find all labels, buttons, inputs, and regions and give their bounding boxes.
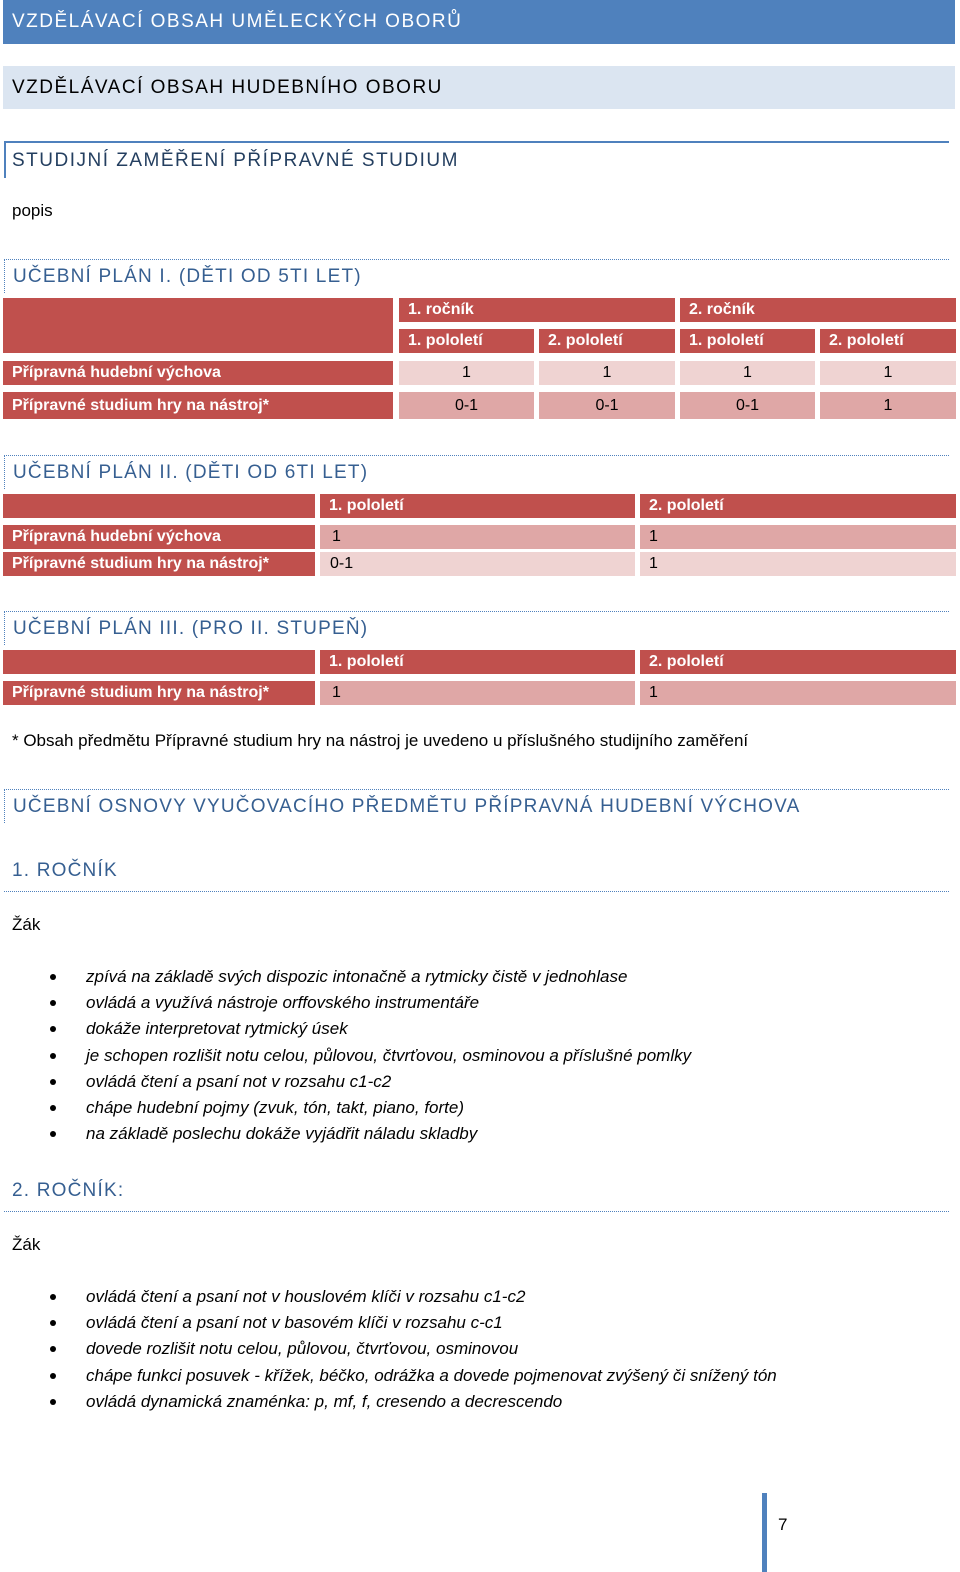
list-item-text: je schopen rozlišit notu celou, půlovou, čtvrťovou, osminovou a příslušné pomlky bbox=[86, 1045, 692, 1065]
bullet-icon bbox=[50, 1053, 56, 1059]
plan1-row1-value: 1 bbox=[820, 361, 956, 385]
list-item bbox=[0, 1363, 777, 1389]
plan1-corner bbox=[3, 298, 393, 353]
plan1-year-2: 2. ročník bbox=[680, 298, 956, 322]
plan1-row2-value: 0-1 bbox=[680, 392, 815, 419]
year1-title: 1. ROČNÍK bbox=[4, 854, 949, 892]
plan2-corner bbox=[3, 494, 315, 518]
list-item bbox=[0, 1095, 691, 1121]
plan1-title: UČEBNÍ PLÁN I. (DĚTI OD 5TI LET) bbox=[4, 259, 949, 293]
bullet-icon bbox=[50, 1131, 56, 1137]
plan1-half-4: 2. pololetí bbox=[820, 329, 956, 353]
plan3-row1-value: 1 bbox=[640, 681, 956, 705]
year2-list bbox=[0, 1284, 777, 1415]
bullet-icon bbox=[50, 1026, 56, 1032]
list-item bbox=[0, 1069, 691, 1095]
list-item bbox=[0, 964, 691, 990]
plan1-row2-label: Přípravné studium hry na nástroj* bbox=[3, 392, 393, 419]
subsection-heading: STUDIJNÍ ZAMĚŘENÍ PŘÍPRAVNÉ STUDIUM bbox=[4, 141, 949, 178]
bullet-icon bbox=[50, 1346, 56, 1352]
bullet-icon bbox=[50, 1373, 56, 1379]
plan1-row2-value: 1 bbox=[820, 392, 956, 419]
list-item-text: chápe hudební pojmy (zvuk, tón, takt, piano, forte) bbox=[86, 1097, 464, 1117]
bullet-icon bbox=[50, 1079, 56, 1085]
plan3-title: UČEBNÍ PLÁN III. (PRO II. STUPEŇ) bbox=[4, 611, 949, 645]
plan1-half-3: 1. pololetí bbox=[680, 329, 815, 353]
plan1-row2-value: 0-1 bbox=[399, 392, 534, 419]
bullet-icon bbox=[50, 1294, 56, 1300]
plan3-half-1: 1. pololetí bbox=[320, 650, 635, 674]
year2-zak: Žák bbox=[12, 1235, 41, 1254]
plan2-row2-label: Přípravné studium hry na nástroj* bbox=[3, 552, 315, 576]
list-item bbox=[0, 1389, 777, 1415]
popis-text: popis bbox=[12, 201, 53, 220]
list-item-text: dovede rozlišit notu celou, půlovou, čtvrťovou, osminovou bbox=[86, 1339, 519, 1359]
plan3-corner bbox=[3, 650, 315, 674]
list-item-text: na základě poslechu dokáže vyjádřit náladu skladby bbox=[86, 1124, 478, 1144]
list-item bbox=[0, 990, 691, 1016]
bullet-icon bbox=[50, 974, 56, 980]
list-item bbox=[0, 1284, 777, 1310]
page-number: 7 bbox=[778, 1515, 788, 1534]
list-item-text: dokáže interpretovat rytmický úsek bbox=[86, 1019, 348, 1039]
list-item bbox=[0, 1310, 777, 1336]
plan2-half-1: 1. pololetí bbox=[320, 494, 635, 518]
plan2-row1-label: Přípravná hudební výchova bbox=[3, 525, 315, 549]
plan2-row1-value: 1 bbox=[640, 525, 956, 549]
bullet-icon bbox=[50, 1399, 56, 1405]
list-item bbox=[0, 1016, 691, 1042]
plan1-year-1: 1. ročník bbox=[399, 298, 675, 322]
plan1-half-1: 1. pololetí bbox=[399, 329, 534, 353]
plan3-row1-value: 1 bbox=[320, 681, 635, 705]
plan2-half-2: 2. pololetí bbox=[640, 494, 956, 518]
list-item-text: chápe funkci posuvek - křížek, béčko, odrážka a dovede pojmenovat zvýšený či snížený tón bbox=[86, 1365, 777, 1385]
section-heading: VZDĚLÁVACÍ OBSAH HUDEBNÍHO OBORU bbox=[3, 66, 955, 109]
plan1-half-2: 2. pololetí bbox=[539, 329, 675, 353]
plan1-row1-value: 1 bbox=[680, 361, 815, 385]
list-item-text: zpívá na základě svých dispozic intonačně a rytmicky čistě v jednohlase bbox=[86, 967, 628, 986]
bullet-icon bbox=[50, 1000, 56, 1006]
list-item bbox=[0, 1043, 691, 1069]
bullet-icon bbox=[50, 1105, 56, 1111]
plan2-row2-value: 0-1 bbox=[320, 552, 635, 576]
year1-list bbox=[0, 964, 691, 1147]
plan3-row1-label: Přípravné studium hry na nástroj* bbox=[3, 681, 315, 705]
list-item-text: ovládá a využívá nástroje orffovského instrumentáře bbox=[86, 993, 480, 1013]
list-item bbox=[0, 1121, 691, 1147]
plan2-row1-value: 1 bbox=[320, 525, 635, 549]
plan2-title: UČEBNÍ PLÁN II. (DĚTI OD 6TI LET) bbox=[4, 455, 949, 489]
bullet-icon bbox=[50, 1320, 56, 1326]
main-heading: VZDĚLÁVACÍ OBSAH UMĚLECKÝCH OBORŮ bbox=[3, 0, 955, 44]
plan3-half-2: 2. pololetí bbox=[640, 650, 956, 674]
plan1-row1-label: Přípravná hudební výchova bbox=[3, 361, 393, 385]
list-item bbox=[0, 1336, 777, 1362]
list-item-text: ovládá čtení a psaní not v rozsahu c1-c2 bbox=[86, 1071, 392, 1091]
footnote: * Obsah předmětu Přípravné studium hry na nástroj je uvedeno u příslušného studijního zaměření bbox=[12, 731, 749, 750]
plan2-row2-value: 1 bbox=[640, 552, 956, 576]
page-number-bar bbox=[762, 1493, 767, 1572]
plan1-row1-value: 1 bbox=[399, 361, 534, 385]
list-item-text: ovládá čtení a psaní not v basovém klíči v rozsahu c-c1 bbox=[86, 1313, 503, 1333]
plan1-row2-value: 0-1 bbox=[539, 392, 675, 419]
plan1-row1-value: 1 bbox=[539, 361, 675, 385]
list-item-text: ovládá dynamická znaménka: p, mf, f, cresendo a decrescendo bbox=[86, 1391, 563, 1411]
year2-title: 2. ROČNÍK: bbox=[4, 1174, 949, 1212]
year1-zak: Žák bbox=[12, 915, 41, 934]
osnovy-title: UČEBNÍ OSNOVY VYUČOVACÍHO PŘEDMĚTU PŘÍPRAVNÁ HUDEBNÍ VÝCHOVA bbox=[4, 789, 949, 823]
list-item-text: ovládá čtení a psaní not v houslovém klíči v rozsahu c1-c2 bbox=[86, 1287, 526, 1306]
